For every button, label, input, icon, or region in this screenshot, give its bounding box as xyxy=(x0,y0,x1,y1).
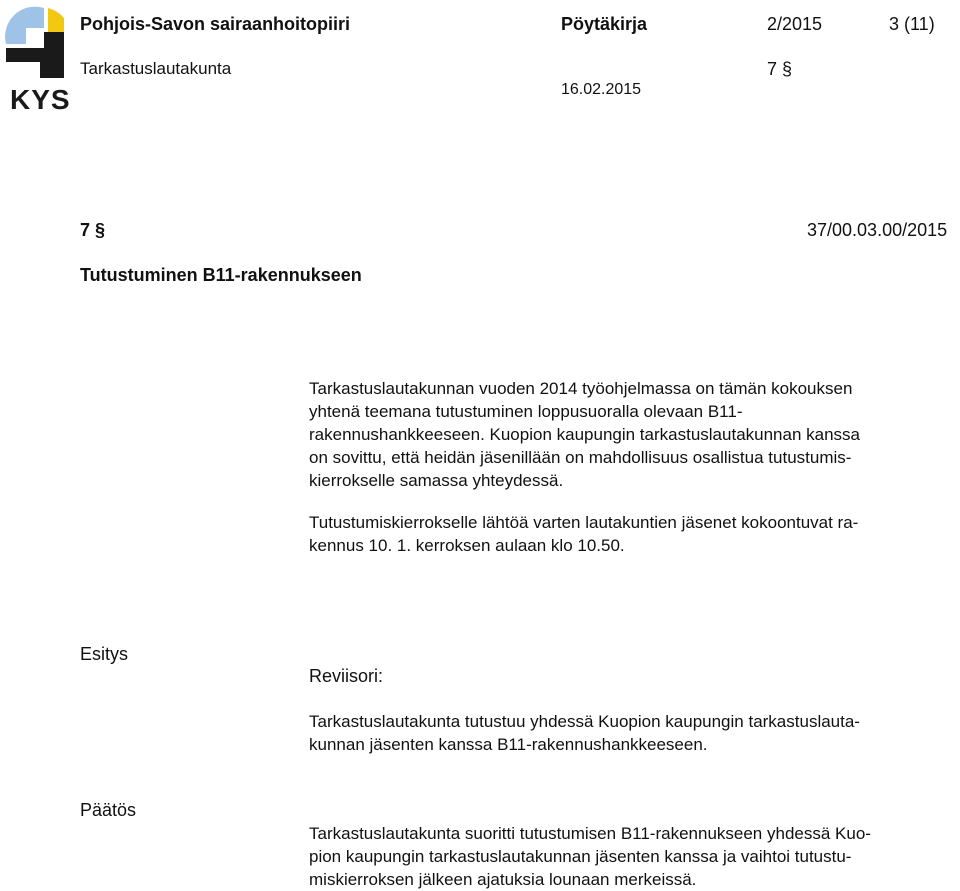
paragraph-line: pion kaupungin tarkastuslautakunnan jäsenten kanssa ja vaihtoi tutustu- xyxy=(309,847,852,866)
item-number: 7 § xyxy=(80,220,106,240)
paragraph-line: yhtenä teemana tutustuminen loppusuoralla olevaan B11- xyxy=(309,402,743,421)
header-section: 7 § xyxy=(767,59,793,79)
paragraph-line: on sovittu, että heidän jäsenillään on mahdollisuus osallistua tutustumis- xyxy=(309,448,852,467)
paragraph-line: kennus 10. 1. kerroksen aulaan klo 10.50. xyxy=(309,536,625,555)
item-reference: 37/00.03.00/2015 xyxy=(807,220,948,240)
paragraph-line: miskierroksen jälkeen ajatuksia lounaan merkeissä. xyxy=(309,870,697,889)
paragraph-intro xyxy=(309,377,860,492)
document-number: 2/2015 xyxy=(767,14,823,34)
paragraph-line: rakennushankkeeseen. Kuopion kaupungin tarkastuslautakunnan kanssa xyxy=(309,425,861,444)
paragraph-line: kierrokselle samassa yhteydessä. xyxy=(309,471,564,490)
document-type: Pöytäkirja xyxy=(561,14,648,34)
item-title: Tutustuminen B11-rakennukseen xyxy=(80,265,362,285)
page-number: 3 (11) xyxy=(889,14,935,34)
paragraph-line: Tarkastuslautakunta suoritti tutustumisen B11-rakennukseen yhdessä Kuo- xyxy=(309,824,871,843)
kys-logo-text: KYS xyxy=(10,84,71,115)
kys-logo-mark xyxy=(0,0,75,80)
paatos-text xyxy=(309,822,871,891)
esitys-role: Reviisori: xyxy=(309,666,384,686)
meeting-date: 16.02.2015 xyxy=(561,81,642,98)
paragraph-line: Tutustumiskierrokselle lähtöä varten lautakuntien jäsenet kokoontuvat ra- xyxy=(309,513,859,532)
paragraph-line: Tarkastuslautakunnan vuoden 2014 työohjelmassa on tämän kokouksen xyxy=(309,379,853,398)
esitys-text xyxy=(309,710,860,756)
paatos-label: Päätös xyxy=(80,800,137,820)
committee-name: Tarkastuslautakunta xyxy=(80,59,232,78)
paragraph-line: kunnan jäsenten kanssa B11-rakennushankkeeseen. xyxy=(309,735,708,754)
paragraph-meeting-point xyxy=(309,511,858,557)
kys-logo xyxy=(0,0,75,115)
esitys-label: Esitys xyxy=(80,644,129,664)
paragraph-line: Tarkastuslautakunta tutustuu yhdessä Kuopion kaupungin tarkastuslauta- xyxy=(309,712,860,731)
organization-name: Pohjois-Savon sairaanhoitopiiri xyxy=(80,14,351,34)
